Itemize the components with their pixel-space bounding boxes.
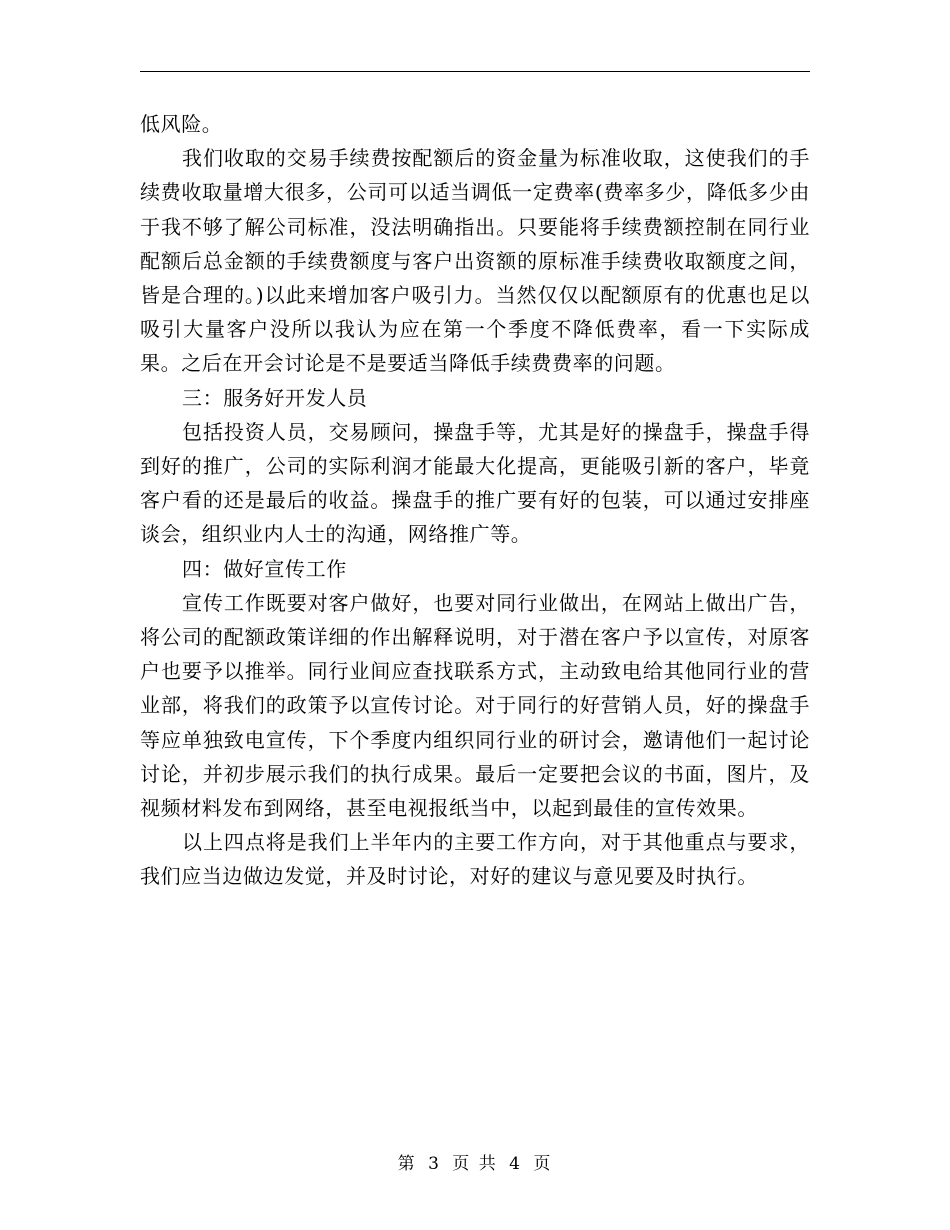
paragraph-continuation: 低风险。 (140, 112, 223, 136)
section-heading-3: 三：服务好开发人员 (182, 385, 368, 410)
paragraph-fee-policy: 我们收取的交易手续费按配额后的资金量为标准收取，这使我们的手续费收取量增大很多，公司可以适当调低一定费率(费率多少，降低多少由于我不够了解公司标准，没法明确指出。只要能将手续费额控制在同行业配额后总金额的手续费额度与客户出资额的原标准手续费收取额度之间，皆是合理的。)以此来增加客户吸引力。当然仅仅以配额原有的优惠也足以吸引大量客户没所以我认为应在第一个季度不降低费率，看一下实际成果。之后在开会讨论是不是要适当降低手续费费率的问题。 (140, 146, 810, 376)
header-rule (140, 71, 810, 72)
footer-current-page: 3 (428, 1154, 441, 1174)
section-heading-4: 四：做好宣传工作 (182, 556, 347, 581)
document-body (140, 107, 810, 894)
footer-total-pages: 4 (509, 1154, 522, 1174)
page-footer (0, 1149, 950, 1174)
paragraph-developers: 包括投资人员，交易顾问，操盘手等，尤其是好的操盘手，操盘手得到好的推广，公司的实际利润才能最大化提高，更能吸引新的客户，毕竟客户看的还是最后的收益。操盘手的推广要有好的包装，可以通过安排座谈会，组织业内人士的沟通，网络推广等。 (140, 419, 810, 547)
paragraph-promotion: 宣传工作既要对客户做好，也要对同行业做出，在网站上做出广告，将公司的配额政策详细的作出解释说明，对于潜在客户予以宣传，对原客户也要予以推举。同行业间应查找联系方式，主动致电给其他同行业的营业部，将我们的政策予以宣传讨论。对于同行的好营销人员，好的操盘手等应单独致电宣传，下个季度内组织同行业的研讨会，邀请他们一起讨论讨论，并初步展示我们的执行成果。最后一定要把会议的书面，图片，及视频材料发布到网络，甚至电视报纸当中，以起到最佳的宣传效果。 (140, 590, 810, 821)
footer-prefix: 第 (397, 1154, 417, 1174)
footer-suffix: 页 (533, 1154, 553, 1174)
paragraph-conclusion: 以上四点将是我们上半年内的主要工作方向，对于其他重点与要求，我们应当边做边发觉，并及时讨论，对好的建议与意见要及时执行。 (140, 830, 810, 889)
footer-middle: 页 共 (452, 1154, 498, 1174)
